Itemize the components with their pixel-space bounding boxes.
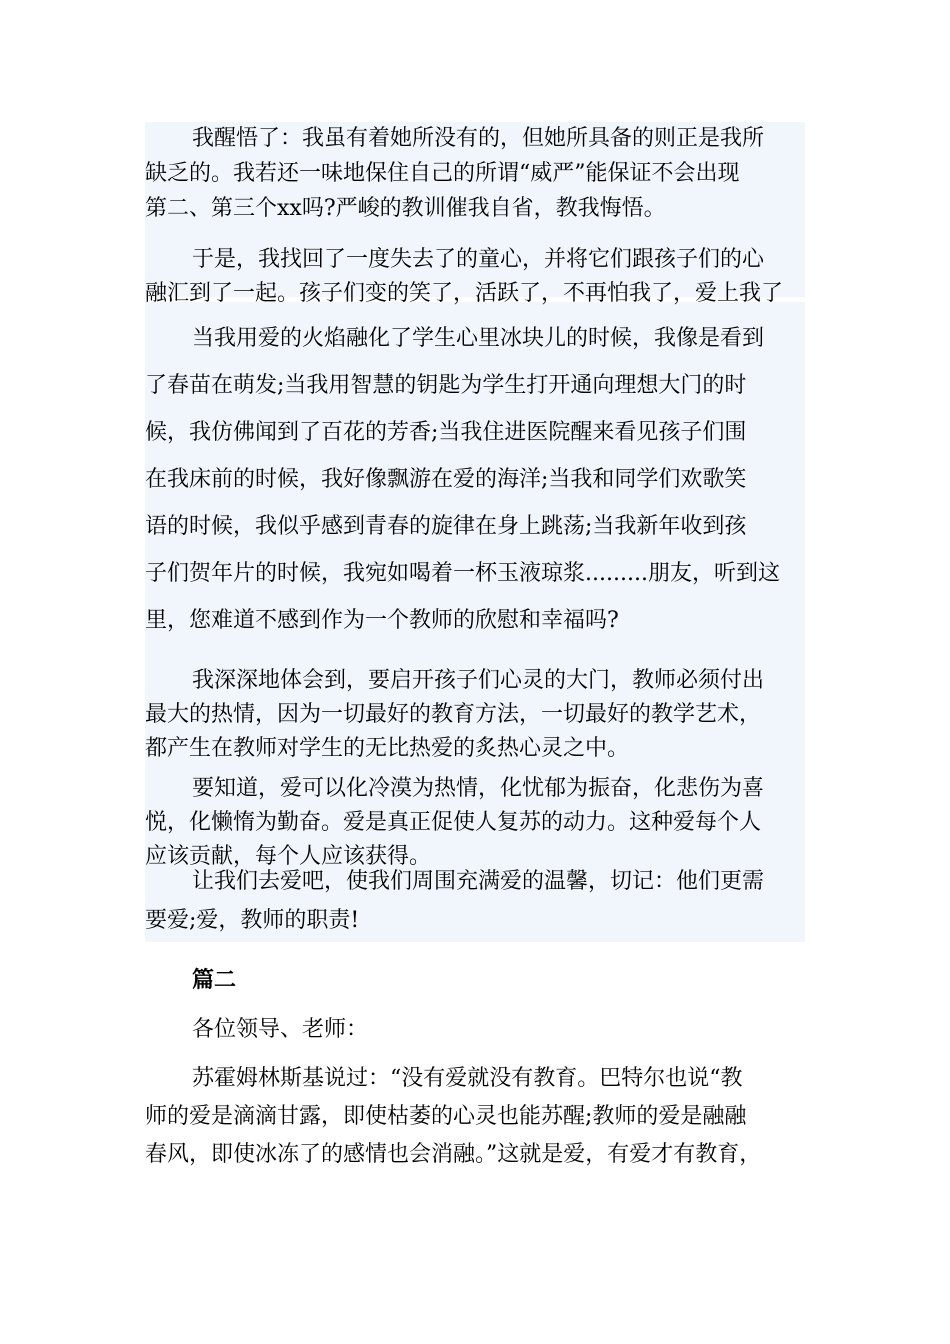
- paragraph: [145, 315, 805, 644]
- text-line: 要知道，爱可以化冷漠为热情，化忧郁为振奋，化悲伤为喜: [192, 776, 765, 801]
- text-line: 融汇到了一起。孩子们变的笑了，活跃了，不再怕我了，爱上我了: [145, 281, 784, 306]
- text-line: 我醒悟了：我虽有着她所没有的，但她所具备的则正是我所: [192, 126, 765, 151]
- text-line: 子们贺年片的时候，我宛如喝着一杯玉液琼浆.........朋友，听到这: [145, 561, 780, 586]
- text-line: 春风，即使冰冻了的感情也会消融。”这就是爱，有爱才有教育，: [145, 1142, 762, 1167]
- paragraph: [145, 772, 805, 874]
- text-line: 我深深地体会到，要启开孩子们心灵的大门，教师必须付出: [192, 668, 765, 693]
- text-line: 师的爱是滴滴甘露，即使枯萎的心灵也能苏醒;教师的爱是融融: [145, 1104, 747, 1129]
- text-line: 应该贡献，每个人应该获得。: [145, 844, 432, 869]
- text-line: 最大的热情，因为一切最好的教育方法，一切最好的教学艺术，: [145, 702, 762, 727]
- paragraph: [145, 243, 805, 311]
- text-line: 要爱;爱，教师的职责!: [145, 908, 360, 933]
- text-line: 了春苗在萌发;当我用智慧的钥匙为学生打开通向理想大门的时: [145, 373, 747, 398]
- text-line: 各位领导、老师：: [192, 1017, 369, 1042]
- text-line: 苏霍姆林斯基说过：“没有爱就没有教育。巴特尔也说“教: [192, 1066, 743, 1091]
- text-line: 语的时候，我似乎感到青春的旋律在身上跳荡;当我新年收到孩: [145, 514, 747, 539]
- paragraph: [145, 862, 805, 940]
- text-line: 第二、第三个xx吗?严峻的教训催我自省，教我悔悟。: [145, 196, 666, 221]
- text-line: 在我床前的时候，我好像飘游在爱的海洋;当我和同学们欢歌笑: [145, 467, 747, 492]
- greeting: [145, 1013, 805, 1047]
- text-line: 当我用爱的火焰融化了学生心里冰块儿的时候，我像是看到: [192, 326, 765, 351]
- text-line: 都产生在教师对学生的无比热爱的炙热心灵之中。: [145, 736, 630, 761]
- text-line: 让我们去爱吧，使我们周围充满爱的温馨，切记：他们更需: [192, 869, 765, 894]
- section-heading: [145, 963, 805, 997]
- paragraph: [145, 664, 805, 766]
- text-line: 里，您难道不感到作为一个教师的欣慰和幸福吗?: [145, 608, 619, 633]
- heading-text: 篇二: [192, 967, 237, 993]
- text-line: 悦，化懒惰为勤奋。爱是真正促使人复苏的动力。这种爱每个人: [145, 810, 762, 835]
- text-line: 于是，我找回了一度失去了的童心，并将它们跟孩子们的心: [192, 247, 765, 272]
- paragraph: [145, 1060, 805, 1174]
- paragraph: [145, 121, 805, 226]
- text-line: 候，我仿佛闻到了百花的芳香;当我住进医院醒来看见孩子们围: [145, 420, 747, 445]
- text-line: 缺乏的。我若还一味地保住自己的所谓“威严”能保证不会出现: [145, 161, 740, 186]
